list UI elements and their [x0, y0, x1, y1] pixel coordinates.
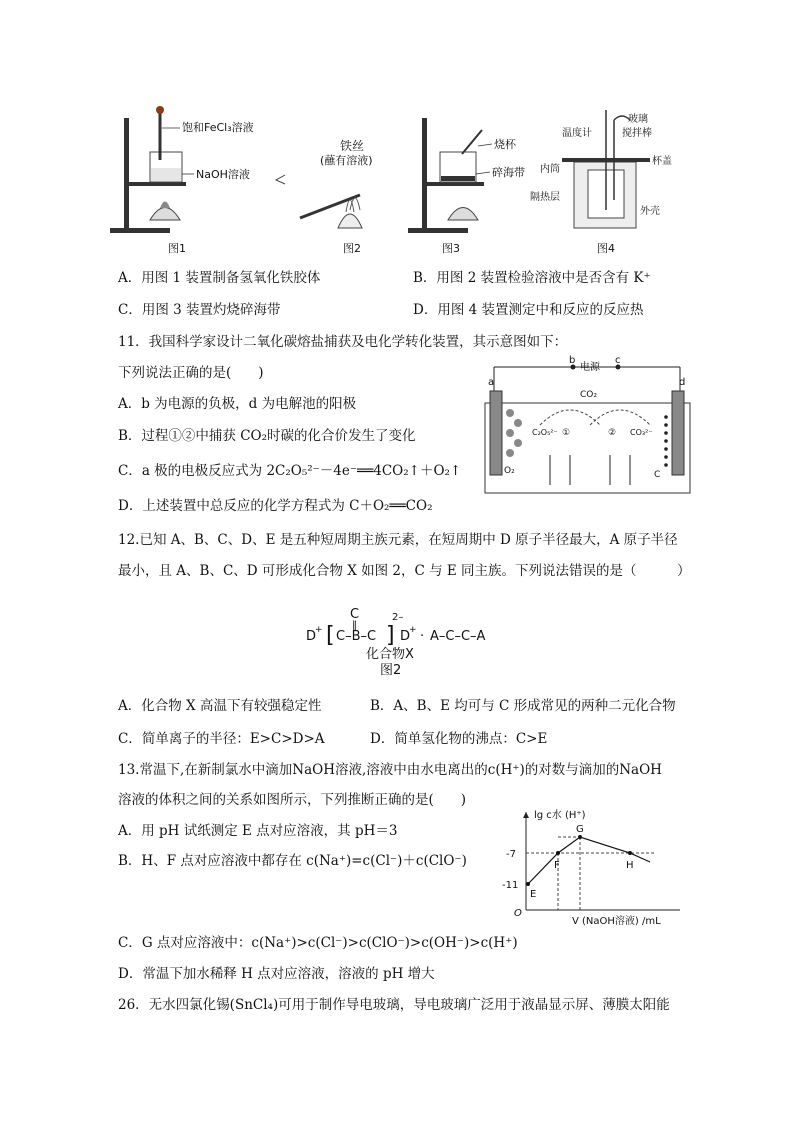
point-f: [556, 851, 560, 855]
diagram-power: 电源: [580, 362, 600, 373]
q26-stem: 26．无水四氯化锡(SnCl₄)可用于制作导电玻璃，导电玻璃广泛用于液晶显示屏、薄膜太阳能: [118, 997, 670, 1013]
q12-stem-1: 12.已知 A、B、C、D、E 是五种短周期主族元素，在短周期中 D 原子半径最大，A 原子半径: [118, 532, 678, 548]
point-g: [578, 835, 582, 839]
figure-1: [110, 106, 254, 255]
chart-xlabel: V (NaOH溶液) /mL: [572, 916, 661, 927]
diagram-p2: ②: [608, 428, 617, 438]
diagram-co2: CO₂: [580, 390, 597, 400]
q11-option-d: D．上述装置中总反应的化学方程式为 C＋O₂══CO₂: [118, 498, 433, 514]
fig4-label-glass: 玻璃: [628, 114, 648, 125]
diagram-a: a: [488, 377, 495, 388]
svg-text:+: +: [409, 625, 417, 635]
q11-stem: 11．我国科学家设计二氧化碳熔盐捕获及电化学转化装置，其示意图如下：: [118, 334, 568, 350]
q13-option-c: C．G 点对应溶液中：c(Na⁺)>c(Cl⁻)>c(ClO⁻)>c(OH⁻)>c(H⁺): [118, 935, 518, 951]
q13-option-a: A．用 pH 试纸测定 E 点对应溶液，其 pH＝3: [118, 823, 398, 839]
fig4-label-lid: 杯盖: [652, 156, 672, 167]
q13-chart: [500, 800, 690, 930]
q13-option-d: D．常温下加水稀释 H 点对应溶液，溶液的 pH 增大: [118, 966, 435, 982]
point-e: [526, 882, 530, 886]
fig4-caption: 图4: [597, 242, 615, 255]
fig3-label-mid: 碎海带: [492, 166, 525, 179]
q12-fig-caption: 图2: [380, 663, 402, 678]
q11-option-c: C．a 极的电极反应式为 2C₂O₅²⁻－4e⁻══4CO₂↑＋O₂↑: [118, 463, 462, 479]
label-f: F: [554, 860, 560, 871]
svg-text:+: +: [315, 625, 323, 635]
svg-text:A–C–C–A: A–C–C–A: [430, 629, 486, 644]
svg-text:C–B–C: C–B–C: [336, 629, 377, 644]
figure-2: [276, 138, 373, 255]
q13-stem-2: 溶液的体积之间的关系如图所示，下列推断正确的是( ): [118, 792, 467, 808]
diagram-o2: O₂: [504, 466, 515, 476]
fig1-label-top: 饱和FeCl₃溶液: [182, 121, 254, 134]
diagram-co3: CO₃²⁻: [630, 428, 653, 437]
q13-stem-1: 13.常温下,在新制氯水中滴加NaOH溶液,溶液中由水电离出的c(H⁺)的对数与滴加的NaOH: [118, 762, 662, 778]
svg-text:[: [: [326, 623, 335, 648]
svg-text:·: ·: [420, 629, 425, 644]
fig4-label-therm: 温度计: [562, 128, 592, 139]
q12-structure-x: [300, 598, 520, 682]
diagram-c: c: [615, 355, 621, 366]
fig3-label-top: 烧杯: [494, 138, 516, 151]
svg-text:D: D: [306, 629, 317, 644]
label-g: G: [576, 824, 584, 835]
svg-text:C: C: [350, 607, 360, 622]
chart-origin: O: [514, 908, 522, 919]
q11-electrolysis-diagram: [480, 355, 695, 497]
figures-top: [110, 100, 690, 265]
diagram-b: b: [569, 355, 576, 366]
diagram-d: d: [679, 377, 686, 388]
svg-text:D: D: [400, 629, 411, 644]
q13-option-b: B．H、F 点对应溶液中都存在 c(Na⁺)=c(Cl⁻)＋c(ClO⁻): [118, 853, 467, 869]
svg-text:]: ]: [386, 623, 395, 648]
fig2-label-top: 铁丝: [340, 139, 365, 153]
q12-stem-2: 最小，且 A、B、C、D 可形成化合物 X 如图 2，C 与 E 同主族。下列说法错误的是（ ）: [118, 563, 691, 579]
figure-3: [408, 118, 525, 255]
q10-option-d: D．用图 4 装置测定中和反应的反应热: [413, 302, 644, 318]
figure-4: [530, 110, 672, 255]
diagram-p1: ①: [562, 428, 571, 438]
fig2-label-sub: (蘸有溶液): [320, 154, 373, 167]
q10-option-a: A．用图 1 装置制备氢氧化铁胶体: [118, 270, 321, 286]
chart-ylabel: lg c水 (H⁺): [534, 810, 586, 821]
q11-option-a: A．b 为电源的负极，d 为电解池的阳极: [118, 396, 357, 412]
label-h: H: [626, 860, 634, 871]
diagram-c2o5: C₂O₅²⁻: [532, 428, 558, 437]
q12-option-c: C．简单离子的半径：E>C>D>A: [118, 731, 325, 747]
fig3-caption: 图3: [442, 242, 460, 255]
q12-struct-caption: 化合物X: [366, 647, 414, 662]
q11-ask: 下列说法正确的是( ): [118, 365, 264, 381]
tick-m7: -7: [506, 849, 516, 860]
fig1-label-mid: NaOH溶液: [196, 168, 250, 181]
fig4-label-insul: 隔热层: [530, 192, 560, 203]
diagram-carbon: C: [654, 470, 661, 480]
q11-option-b: B．过程①②中捕获 CO₂时碳的化合价发生了变化: [118, 428, 416, 444]
svg-text:2–: 2–: [392, 612, 404, 623]
q10-option-c: C．用图 3 装置灼烧碎海带: [118, 302, 281, 318]
fig4-label-inner: 内筒: [540, 164, 560, 175]
svg-text:‖: ‖: [352, 620, 357, 631]
q10-option-b: B．用图 2 装置检验溶液中是否含有 K⁺: [413, 270, 651, 286]
q12-option-a: A．化合物 X 高温下有较强稳定性: [118, 698, 322, 714]
q12-option-d: D．简单氢化物的沸点：C>E: [370, 731, 548, 747]
fig4-label-shell: 外壳: [640, 206, 660, 217]
q12-option-b: B．A、B、E 均可与 C 形成常见的两种二元化合物: [370, 698, 676, 714]
fig4-label-stir: 搅拌棒: [622, 128, 652, 139]
label-e: E: [530, 889, 537, 900]
tick-m11: -11: [502, 880, 519, 891]
fig2-caption: 图2: [343, 242, 361, 255]
fig1-caption: 图1: [168, 242, 186, 255]
point-h: [628, 851, 632, 855]
